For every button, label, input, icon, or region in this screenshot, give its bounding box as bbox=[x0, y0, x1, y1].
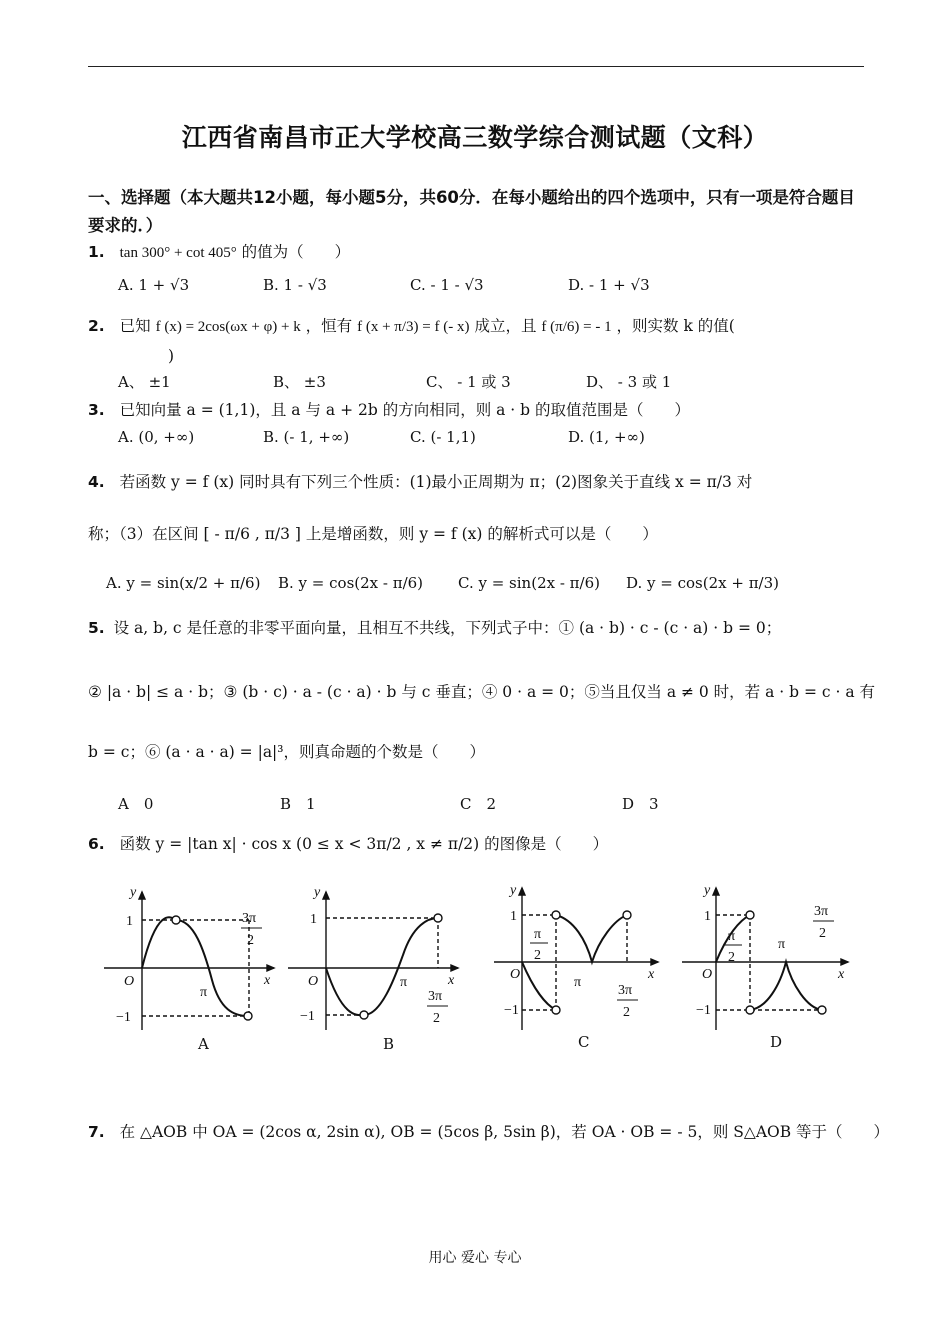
svg-text:3π: 3π bbox=[242, 911, 257, 926]
question-number: 1. bbox=[88, 243, 105, 261]
graph-label-d: D bbox=[770, 1033, 783, 1051]
q1-text: 的值为（ ） bbox=[241, 243, 351, 261]
q4-option-c: C. y = sin(2x - π/6) bbox=[458, 574, 600, 592]
svg-text:1: 1 bbox=[510, 909, 517, 924]
graph-b bbox=[288, 880, 468, 1050]
svg-text:2: 2 bbox=[247, 933, 254, 948]
svg-text:π: π bbox=[574, 975, 582, 990]
svg-text:x: x bbox=[838, 967, 845, 982]
question-number: 2. bbox=[88, 317, 105, 335]
svg-text:2: 2 bbox=[728, 950, 735, 965]
svg-text:π: π bbox=[400, 975, 408, 990]
q3-option-d: D. (1, +∞) bbox=[568, 428, 645, 446]
q4-option-b: B. y = cos(2x - π/6) bbox=[278, 574, 424, 592]
q7-text: 在 △AOB 中 OA = (2cos α, 2sin α), OB = (5cos β, 5sin β)，若 OA · OB = - 5，则 S△AOB 等于（ ） bbox=[119, 1123, 890, 1141]
q1-option-a: A. 1 + √3 bbox=[118, 276, 190, 294]
q2-continuation: ) bbox=[168, 347, 175, 365]
question-5 bbox=[88, 616, 781, 638]
svg-text:x: x bbox=[264, 973, 271, 988]
graph-label-c: C bbox=[578, 1033, 590, 1051]
q5-text-line2: ② |a · b| ≤ a · b；③ (b · c) · a - (c · a) · b 与 c 垂直；④ 0 · a = 0；⑤当且仅当 a ≠ 0 时，若 a · b = c · a 有 bbox=[88, 683, 876, 701]
q5-text-line3: b = c；⑥ (a · a · a) = |a|³，则真命题的个数是（ ） bbox=[88, 743, 485, 761]
graph-a bbox=[104, 880, 284, 1050]
svg-text:3π: 3π bbox=[618, 983, 633, 998]
svg-text:y: y bbox=[510, 883, 517, 898]
q1-expression: tan 300° + cot 405° bbox=[119, 245, 237, 261]
q2-option-a: A、 ±1 bbox=[118, 373, 171, 391]
svg-text:1: 1 bbox=[126, 914, 133, 929]
q2-text: 已知 bbox=[119, 317, 151, 335]
q2-option-d: D、 - 3 或 1 bbox=[586, 373, 672, 391]
svg-text:x: x bbox=[448, 973, 455, 988]
svg-text:2: 2 bbox=[819, 926, 826, 941]
svg-text:π: π bbox=[728, 929, 736, 944]
svg-text:O: O bbox=[308, 974, 319, 989]
q2-text: ，则实数 k 的值( bbox=[616, 317, 735, 335]
question-4 bbox=[88, 470, 752, 492]
graph-label-b: B bbox=[383, 1035, 395, 1053]
svg-text:O: O bbox=[124, 974, 135, 989]
q4-option-d: D. y = cos(2x + π/3) bbox=[626, 574, 780, 592]
svg-text:−1: −1 bbox=[300, 1009, 315, 1024]
question-7 bbox=[88, 1120, 889, 1142]
svg-text:2: 2 bbox=[433, 1011, 440, 1026]
q1-option-b: B. 1 - √3 bbox=[263, 276, 327, 294]
question-6 bbox=[88, 832, 608, 854]
q2-formula-value: f (π/6) = - 1 bbox=[541, 319, 612, 335]
q5-option-a: A 0 bbox=[118, 795, 154, 813]
section-heading: 一、选择题（本大题共12小题，每小题5分，共60分．在每小题给出的四个选项中，只有一项是符合题目要求的．） bbox=[88, 188, 855, 235]
svg-text:2: 2 bbox=[534, 948, 541, 963]
svg-text:3π: 3π bbox=[814, 904, 829, 919]
question-number: 5. bbox=[88, 619, 105, 637]
svg-text:O: O bbox=[702, 967, 713, 982]
svg-text:−1: −1 bbox=[504, 1003, 519, 1018]
q1-option-c: C. - 1 - √3 bbox=[410, 276, 484, 294]
svg-text:π: π bbox=[778, 937, 786, 952]
question-number: 4. bbox=[88, 473, 105, 491]
svg-text:1: 1 bbox=[704, 909, 711, 924]
svg-text:y: y bbox=[314, 885, 321, 900]
svg-text:π: π bbox=[534, 927, 542, 942]
svg-text:y: y bbox=[130, 885, 137, 900]
q5-option-b: B 1 bbox=[280, 795, 316, 813]
question-2 bbox=[88, 314, 735, 336]
q3-text: 已知向量 a = (1,1)，且 a 与 a + 2b 的方向相同，则 a · b 的取值范围是（ ） bbox=[119, 401, 690, 419]
svg-text:3π: 3π bbox=[428, 989, 443, 1004]
q1-option-d: D. - 1 + √3 bbox=[568, 276, 650, 294]
page-title: 江西省南昌市正大学校高三数学综合测试题（文科） bbox=[181, 123, 769, 152]
q5-option-d: D 3 bbox=[622, 795, 659, 813]
q2-formula-f: f (x) = 2cos(ωx + φ) + k bbox=[155, 319, 301, 335]
q3-option-a: A. (0, +∞) bbox=[118, 428, 195, 446]
question-number: 3. bbox=[88, 401, 105, 419]
graph-c bbox=[494, 880, 674, 1050]
graph-d bbox=[682, 880, 862, 1050]
svg-text:2: 2 bbox=[623, 1005, 630, 1020]
q4-text-line1: 若函数 y = f (x) 同时具有下列三个性质：(1)最小正周期为 π；(2)图象关于直线 x = π/3 对 bbox=[119, 473, 753, 491]
svg-text:1: 1 bbox=[310, 912, 317, 927]
q2-option-b: B、 ±3 bbox=[273, 373, 326, 391]
q6-text: 函数 y = |tan x| · cos x (0 ≤ x < 3π/2 , x ≠ π/2) 的图像是（ ） bbox=[119, 835, 609, 853]
q2-text: ，恒有 bbox=[305, 317, 353, 335]
svg-text:O: O bbox=[510, 967, 521, 982]
svg-text:y: y bbox=[704, 883, 711, 898]
q2-option-c: C、 - 1 或 3 bbox=[426, 373, 511, 391]
svg-text:π: π bbox=[200, 985, 208, 1000]
q4-option-a: A. y = sin(x/2 + π/6) bbox=[106, 574, 261, 592]
svg-text:−1: −1 bbox=[116, 1010, 131, 1025]
q5-text-line1: 设 a, b, c 是任意的非零平面向量，且相互不共线，下列式子中：① (a · b) · c - (c · a) · b = 0； bbox=[113, 619, 782, 637]
q3-option-c: C. (- 1,1) bbox=[410, 428, 476, 446]
q4-text-line2: 称；（3）在区间 [ - π/6 , π/3 ] 上是增函数，则 y = f (x) 的解析式可以是（ ） bbox=[88, 525, 658, 543]
svg-text:−1: −1 bbox=[696, 1003, 711, 1018]
q2-text: 成立，且 bbox=[474, 317, 537, 335]
question-number: 7. bbox=[88, 1123, 105, 1141]
header-rule bbox=[88, 66, 864, 67]
question-number: 6. bbox=[88, 835, 105, 853]
page-footer: 用心 爱心 专心 bbox=[428, 1250, 522, 1266]
graph-label-a: A bbox=[198, 1035, 209, 1053]
q3-option-b: B. (- 1, +∞) bbox=[263, 428, 350, 446]
question-3 bbox=[88, 398, 690, 420]
q2-formula-condition: f (x + π/3) = f (- x) bbox=[357, 319, 470, 335]
q5-option-c: C 2 bbox=[460, 795, 497, 813]
question-1 bbox=[88, 240, 350, 262]
svg-text:x: x bbox=[648, 967, 655, 982]
